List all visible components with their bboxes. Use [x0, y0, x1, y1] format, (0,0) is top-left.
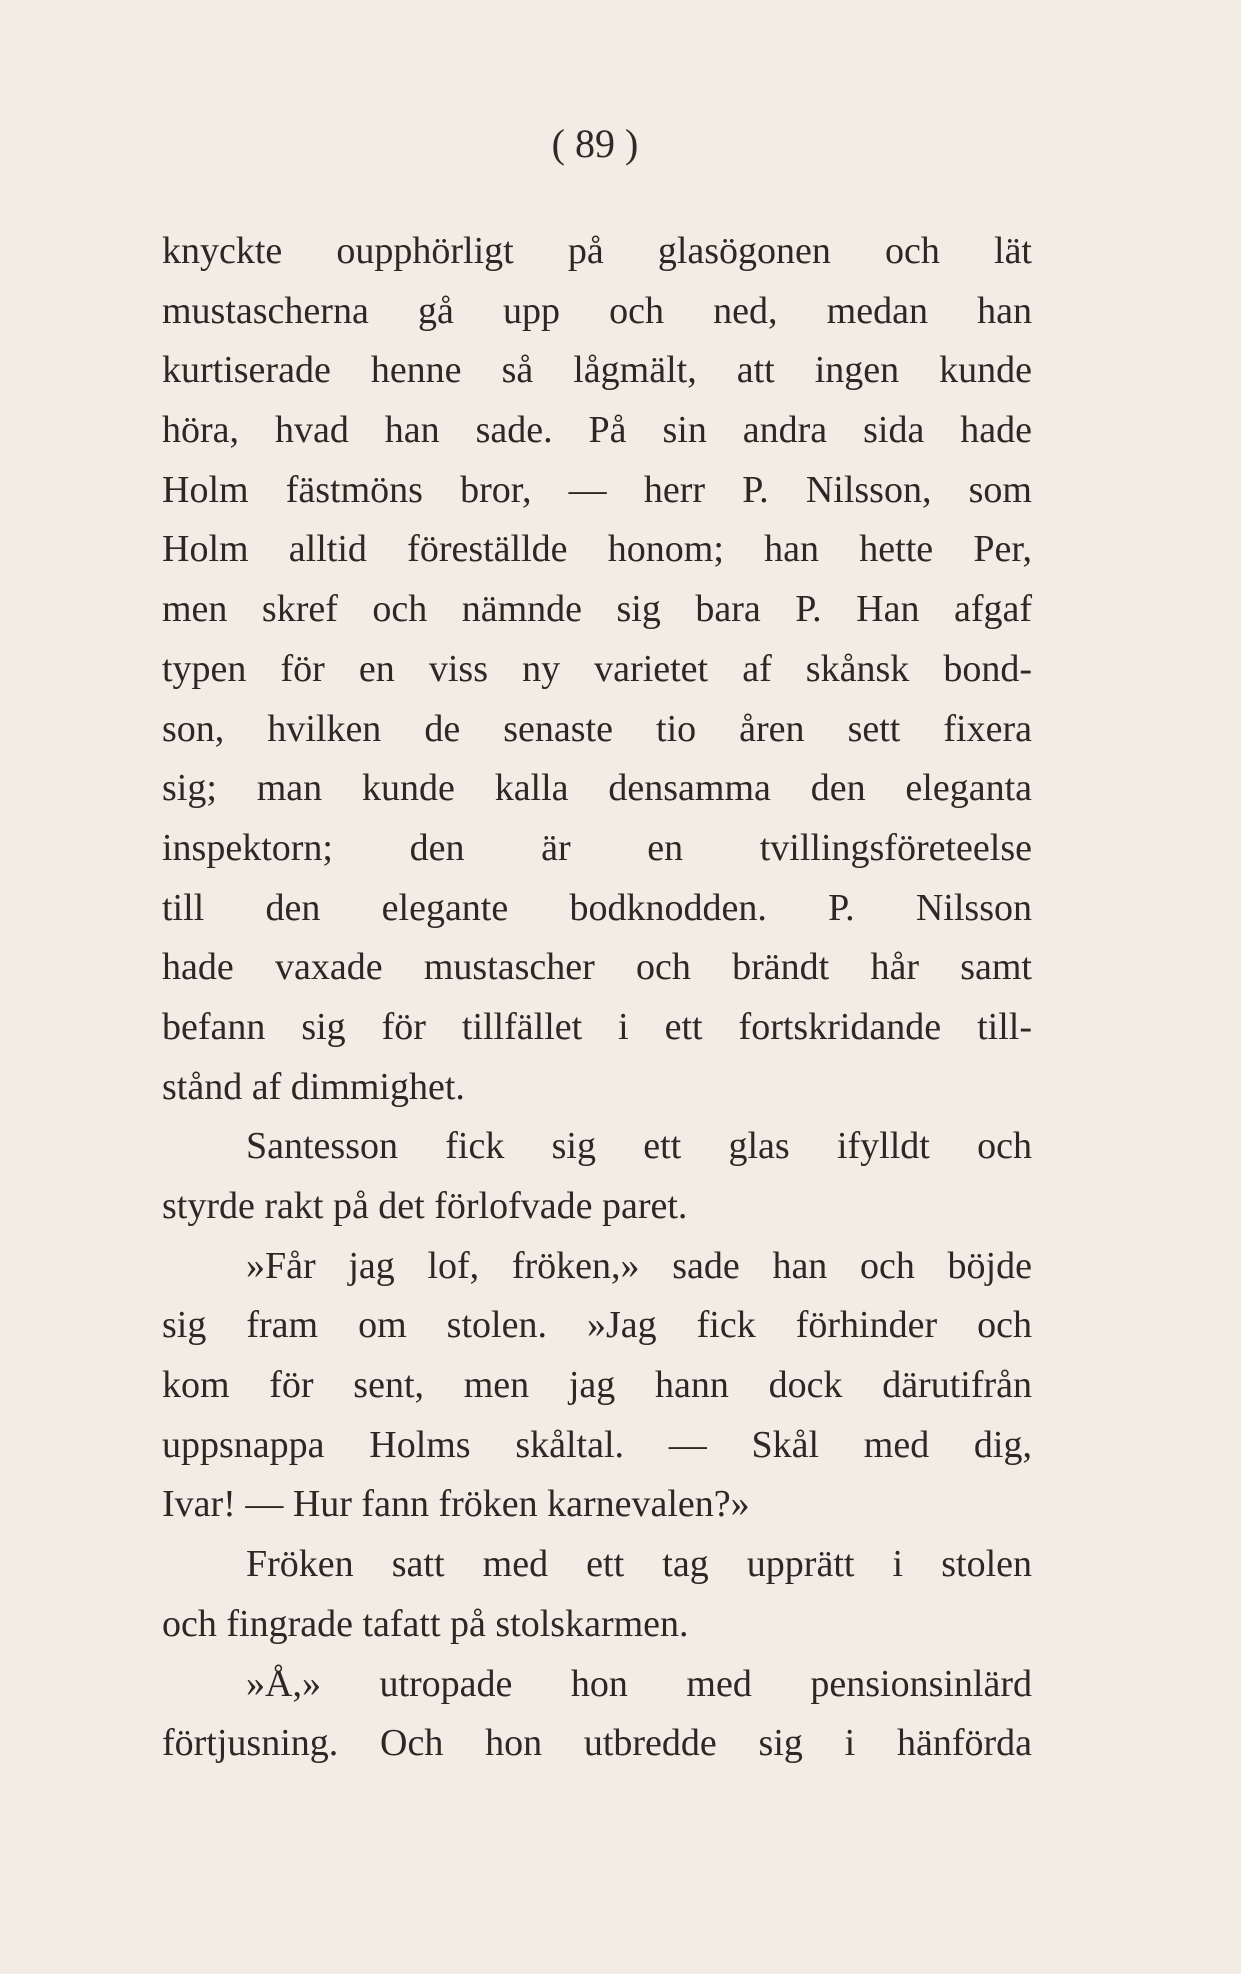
body-text: [162, 222, 1032, 1774]
text-line: och fingrade tafatt på stolskarmen.: [162, 1602, 689, 1645]
text-line: till den elegante bodknodden. P. Nilsson: [162, 886, 1032, 929]
text-line: inspektorn; den är en tvillingsföreteelse: [162, 826, 1032, 869]
text-line: stånd af dimmighet.: [162, 1065, 465, 1108]
text-line: son, hvilken de senaste tio åren sett fixera: [162, 707, 1032, 750]
text-line: befann sig för tillfället i ett fortskridande till-: [162, 1005, 1032, 1048]
text-line: kurtiserade henne så lågmält, att ingen kunde: [162, 349, 1032, 392]
text-line: sig; man kunde kalla densamma den eleganta: [162, 767, 1032, 810]
text-line: uppsnappa Holms skåltal. — Skål med dig,: [162, 1423, 1032, 1466]
text-line: kom för sent, men jag hann dock därutifrån: [162, 1364, 1032, 1407]
page-number: ( 89 ): [551, 121, 639, 166]
text-line: Ivar! — Hur fann fröken karnevalen?»: [162, 1483, 750, 1526]
text-line: höra, hvad han sade. På sin andra sida hade: [162, 409, 1032, 452]
text-line: styrde rakt på det förlofvade paret.: [162, 1185, 688, 1227]
text-line: hade vaxade mustascher och brändt hår samt: [162, 946, 1032, 989]
text-line: »Å,» utropade hon med pensionsinlärd: [246, 1662, 1032, 1705]
text-line: »Får jag lof, fröken,» sade han och böjde: [246, 1244, 1032, 1287]
text-line: förtjusning. Och hon utbredde sig i hänförda: [162, 1722, 1032, 1765]
text-line: knyckte oupphörligt på glasögonen och lät: [162, 230, 1032, 272]
text-line: Holm alltid föreställde honom; han hette Per,: [162, 528, 1032, 571]
text-line: men skref och nämnde sig bara P. Han afgaf: [162, 588, 1032, 631]
text-line: Santesson fick sig ett glas ifylldt och: [246, 1125, 1032, 1168]
text-line: Holm fästmöns bror, — herr P. Nilsson, som: [162, 468, 1032, 511]
text-line: typen för en viss ny varietet af skånsk bond-: [162, 647, 1032, 690]
text-line: mustascherna gå upp och ned, medan han: [162, 289, 1032, 332]
text-line: Fröken satt med ett tag upprätt i stolen: [246, 1543, 1032, 1586]
text-line: sig fram om stolen. »Jag fick förhinder och: [162, 1304, 1032, 1347]
